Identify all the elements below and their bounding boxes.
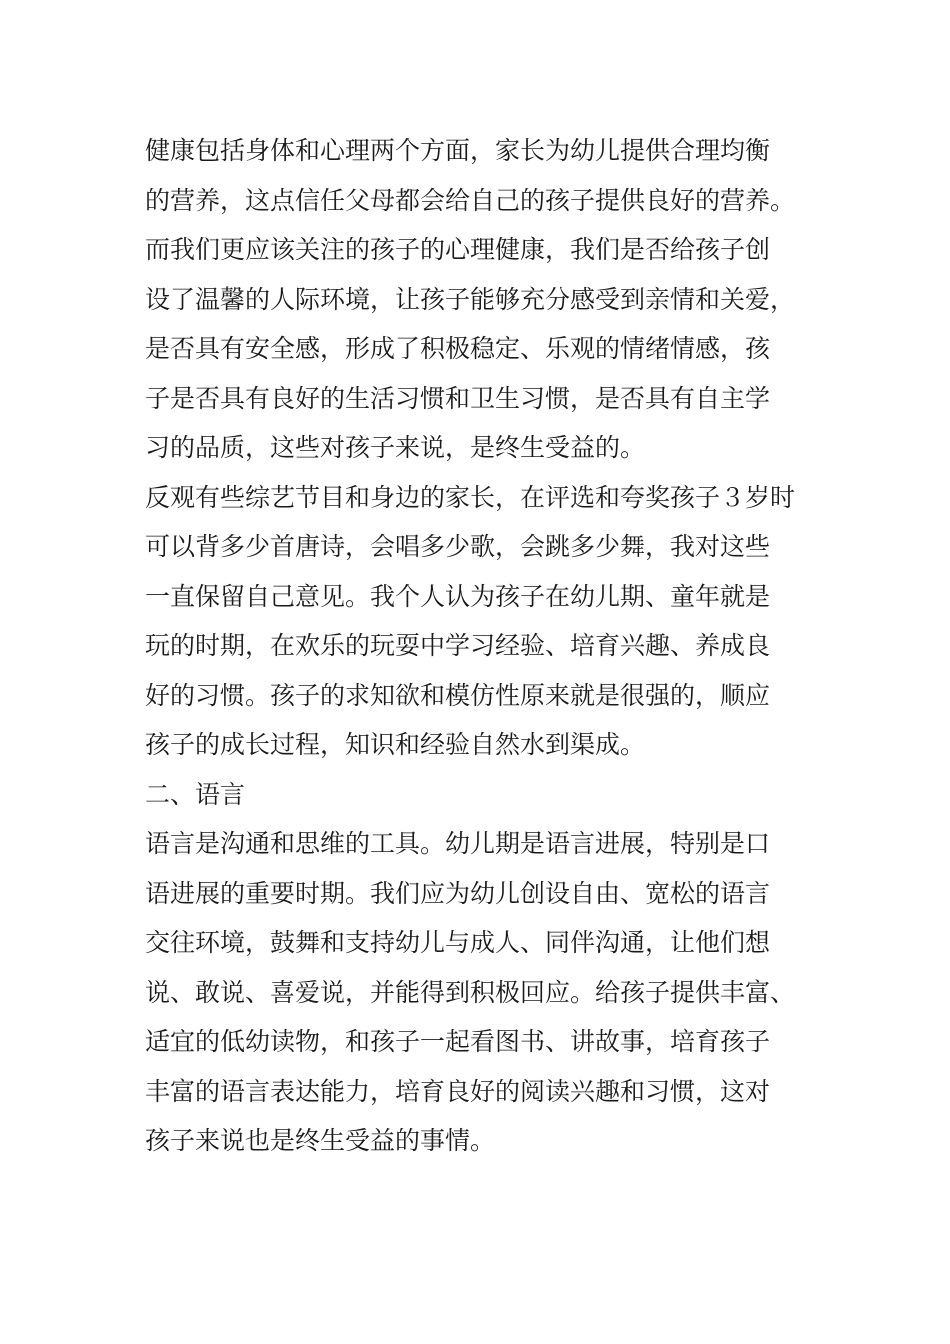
- text-line: 语进展的重要时期。我们应为幼儿创设自由、宽松的语言: [145, 878, 771, 908]
- text-line: 孩子的成长过程，知识和经验自然水到渠成。: [145, 730, 646, 759]
- text-line: 健康包括身体和心理两个方面，家长为幼儿提供合理均衡: [145, 136, 771, 165]
- text-line: 习的品质，这些对孩子来说，是终生受益的。: [145, 433, 646, 462]
- text-line: 是否具有安全感，形成了积极稳定、乐观的情绪情感，孩: [145, 334, 771, 363]
- text-line: 一直保留自己意见。我个人认为孩子在幼儿期、童年就是: [145, 581, 771, 611]
- text-line: 玩的时期，在欢乐的玩耍中学习经验、培育兴趣、养成良: [145, 631, 771, 660]
- text-line: 设了温馨的人际环境，让孩子能够充分感受到亲情和关爱，: [145, 284, 796, 314]
- text-line: 反观有些综艺节目和身边的家长，在评选和夸奖孩子３岁时: [145, 482, 796, 512]
- document-body: [145, 126, 815, 1166]
- text-line: 可以背多少首唐诗，会唱多少歌，会跳多少舞，我对这些: [145, 532, 771, 561]
- text-line: 丰富的语言表达能力，培育良好的阅读兴趣和习惯，这对: [145, 1076, 771, 1106]
- section-heading: 二、语言: [145, 779, 246, 809]
- text-line: 子是否具有良好的生活习惯和卫生习惯，是否具有自主学: [145, 383, 771, 413]
- text-line: 孩子来说也是终生受益的事情。: [145, 1126, 496, 1155]
- text-line: 说、敢说、喜爱说，并能得到积极回应。给孩子提供丰富、: [145, 977, 796, 1007]
- text-line: 语言是沟通和思维的工具。幼儿期是语言进展，特别是口: [145, 829, 771, 858]
- text-line: 适宜的低幼读物，和孩子一起看图书、讲故事，培育孩子: [145, 1027, 771, 1056]
- text-line: 好的习惯。孩子的求知欲和模仿性原来就是很强的，顺应: [145, 680, 771, 710]
- text-line: 交往环境，鼓舞和支持幼儿与成人、同伴沟通，让他们想: [145, 928, 771, 957]
- text-line: 而我们更应该关注的孩子的心理健康，我们是否给孩子创: [145, 235, 771, 264]
- text-line: 的营养，这点信任父母都会给自己的孩子提供良好的营养。: [145, 185, 796, 215]
